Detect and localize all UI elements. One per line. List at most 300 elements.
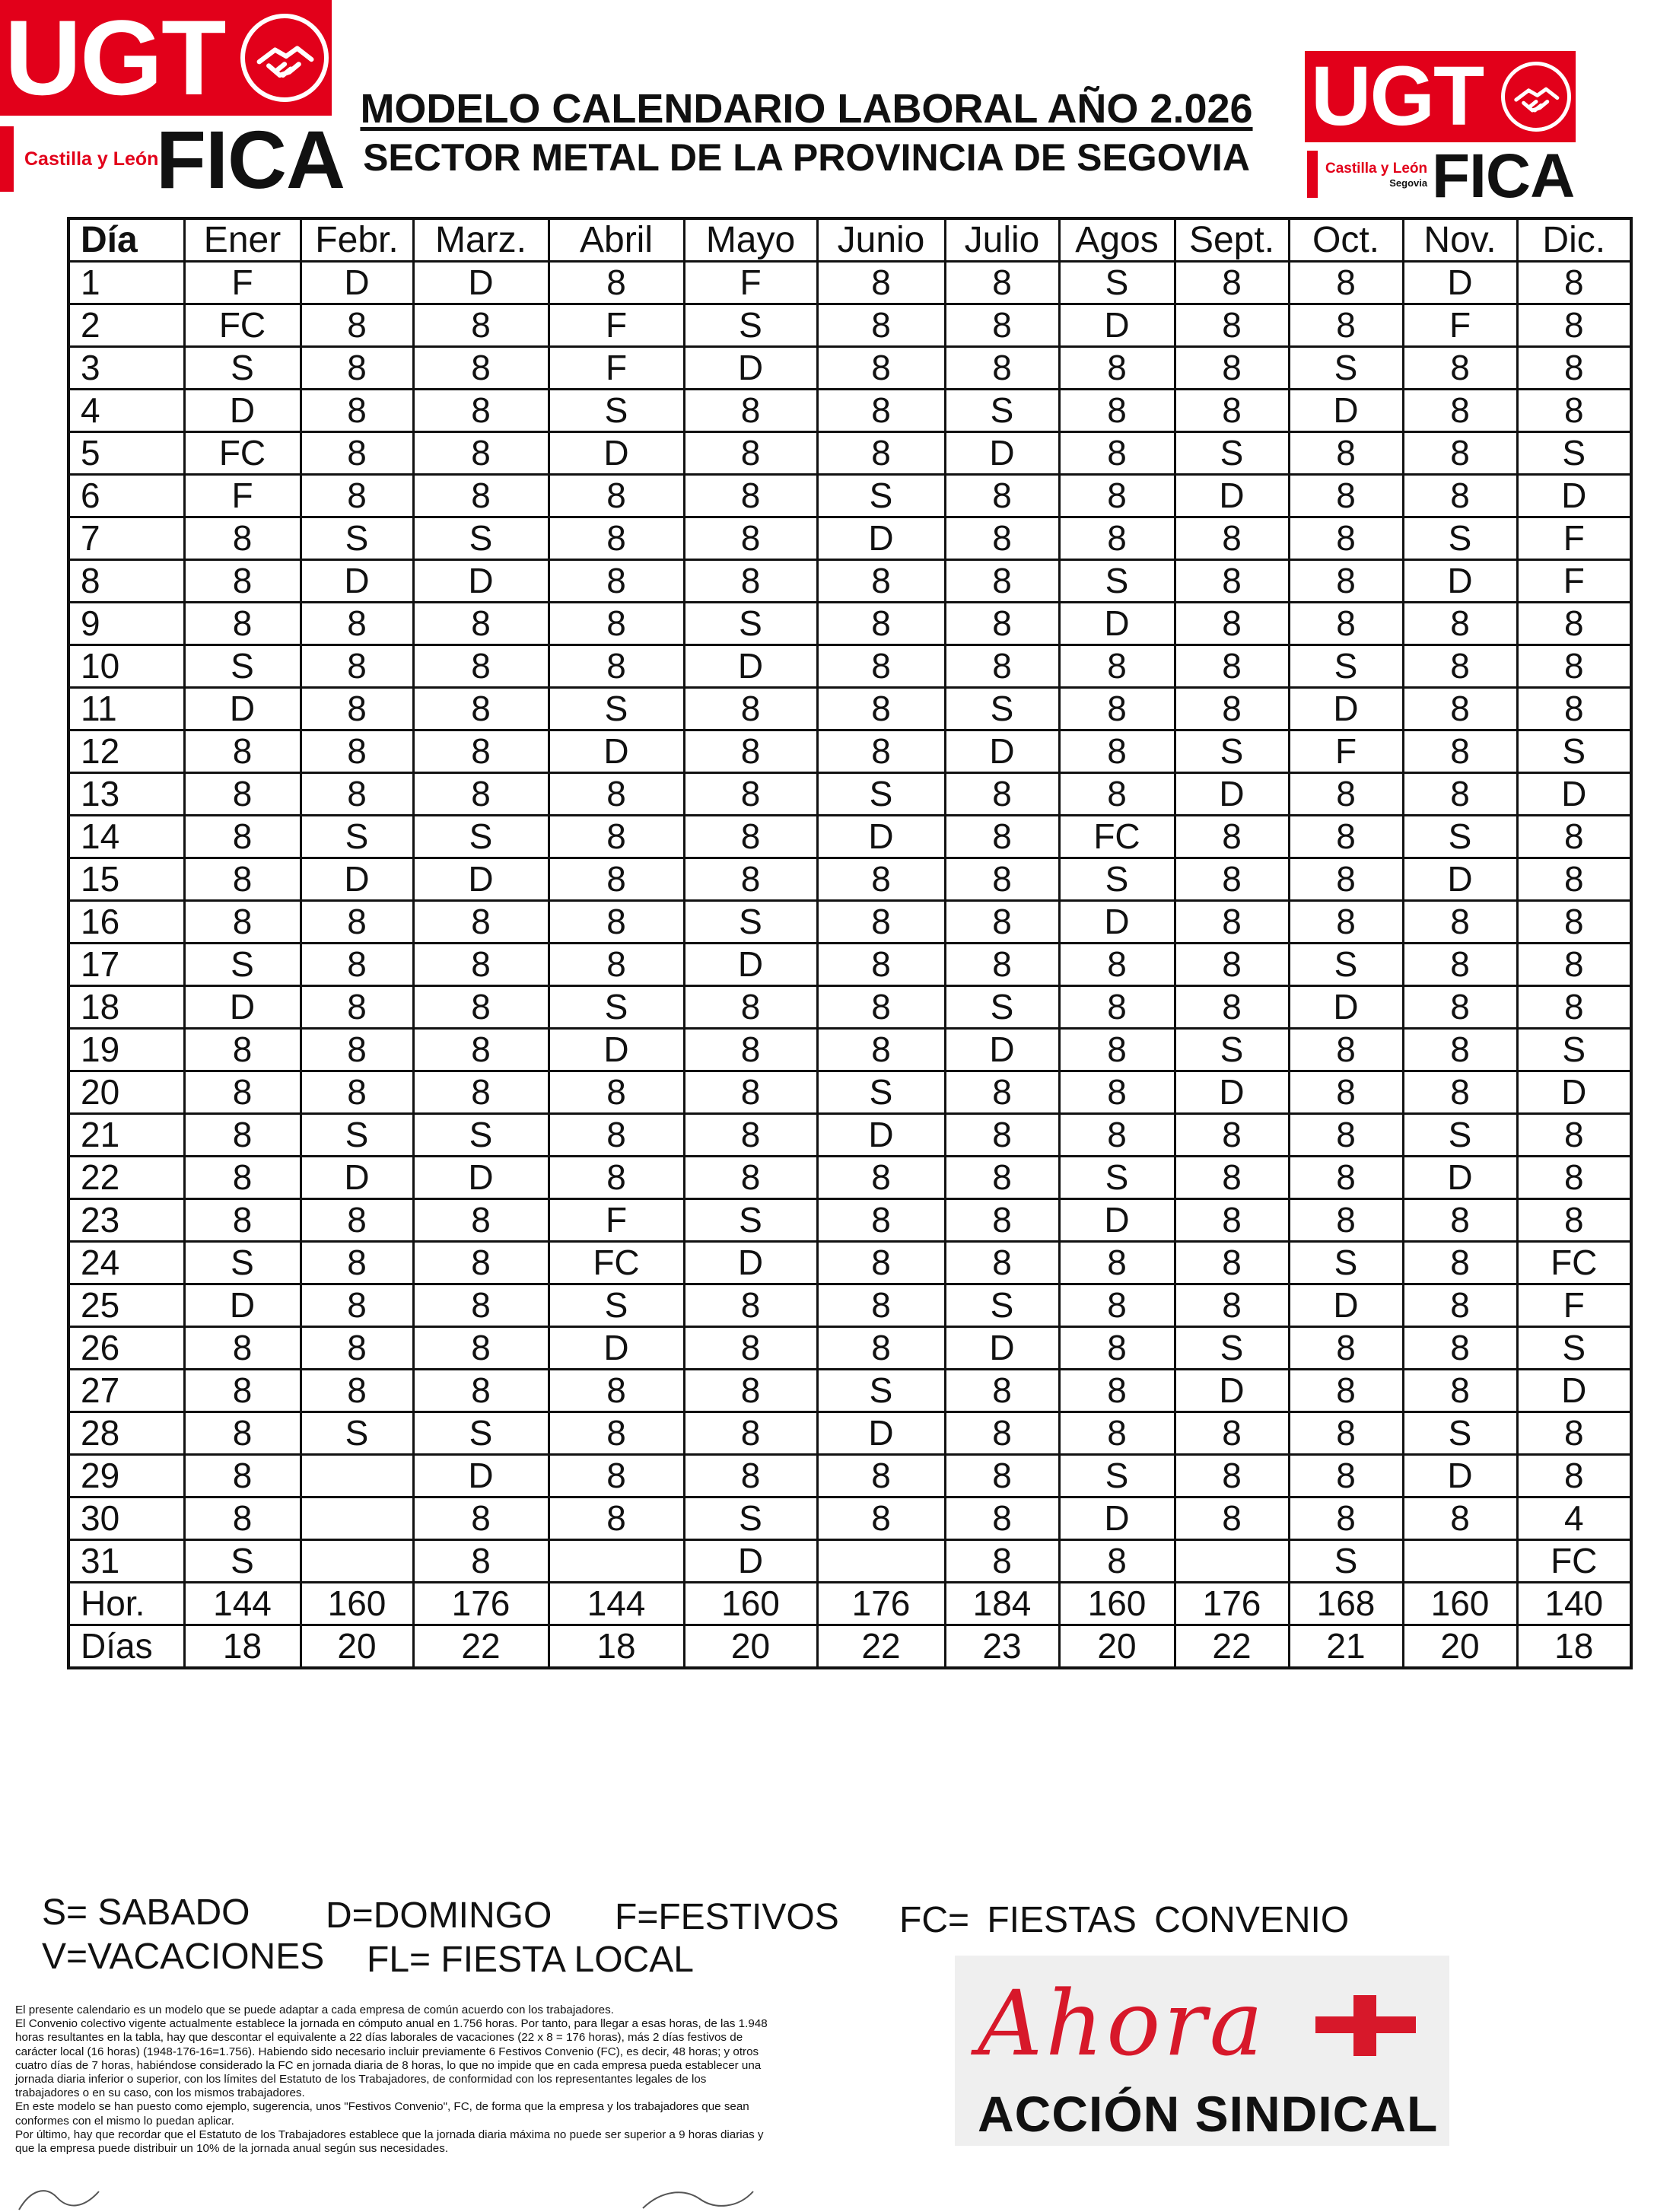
day-value-cell: D xyxy=(1059,901,1175,944)
day-value-cell: 8 xyxy=(1059,730,1175,773)
day-value-cell: D xyxy=(945,730,1059,773)
day-value-cell: 8 xyxy=(1289,858,1403,901)
day-value-cell: FC xyxy=(184,432,301,475)
day-value-cell: 8 xyxy=(1517,347,1631,390)
day-value-cell: D xyxy=(549,1029,684,1071)
fica-logo-left: FICA xyxy=(156,113,345,205)
day-value-cell: 8 xyxy=(301,986,413,1029)
day-value-cell: 8 xyxy=(1059,688,1175,730)
day-value-cell: 8 xyxy=(817,390,945,432)
day-value-cell: S xyxy=(184,347,301,390)
day-value-cell: 8 xyxy=(1059,1029,1175,1071)
day-number-cell: 14 xyxy=(68,816,184,858)
day-value-cell: 8 xyxy=(945,1242,1059,1284)
day-value-cell: 8 xyxy=(945,901,1059,944)
day-value-cell: D xyxy=(817,816,945,858)
day-value-cell: D xyxy=(301,262,413,304)
day-value-cell: S xyxy=(1289,1540,1403,1583)
day-value-cell: FC xyxy=(184,304,301,347)
day-number-cell: 18 xyxy=(68,986,184,1029)
month-header: Agos xyxy=(1059,218,1175,262)
day-value-cell: 8 xyxy=(1517,1114,1631,1157)
table-row xyxy=(68,347,1631,390)
day-value-cell: 8 xyxy=(817,1327,945,1370)
day-value-cell: 8 xyxy=(817,603,945,645)
day-value-cell xyxy=(817,1540,945,1583)
day-value-cell: 8 xyxy=(1517,688,1631,730)
days-cell: 21 xyxy=(1289,1625,1403,1669)
day-value-cell: 8 xyxy=(413,304,549,347)
castilla-leon-flag-icon-right xyxy=(1307,151,1318,198)
table-row xyxy=(68,603,1631,645)
day-value-cell: 8 xyxy=(549,475,684,517)
day-value-cell: 8 xyxy=(817,688,945,730)
day-value-cell: 8 xyxy=(684,1071,817,1114)
day-value-cell: 8 xyxy=(945,1114,1059,1157)
day-value-cell: D xyxy=(184,688,301,730)
month-header: Junio xyxy=(817,218,945,262)
day-value-cell: D xyxy=(1059,1199,1175,1242)
day-value-cell: 8 xyxy=(1517,944,1631,986)
day-number-cell: 3 xyxy=(68,347,184,390)
day-value-cell: 8 xyxy=(549,517,684,560)
table-row xyxy=(68,1071,1631,1114)
day-value-cell: 8 xyxy=(549,858,684,901)
day-value-cell: D xyxy=(1175,1370,1289,1412)
day-value-cell: 8 xyxy=(1175,347,1289,390)
day-value-cell: 8 xyxy=(184,816,301,858)
day-value-cell: 8 xyxy=(184,1071,301,1114)
day-value-cell: 8 xyxy=(1289,1071,1403,1114)
day-value-cell: D xyxy=(413,1455,549,1497)
day-value-cell: 8 xyxy=(549,816,684,858)
day-value-cell: 8 xyxy=(945,517,1059,560)
day-value-cell: D xyxy=(301,560,413,603)
day-value-cell: D xyxy=(817,1412,945,1455)
hours-cell: 140 xyxy=(1517,1583,1631,1625)
day-value-cell: 8 xyxy=(413,730,549,773)
month-header: Mayo xyxy=(684,218,817,262)
day-value-cell: S xyxy=(301,1114,413,1157)
day-value-cell: S xyxy=(817,1370,945,1412)
day-value-cell: 8 xyxy=(817,1157,945,1199)
table-row xyxy=(68,901,1631,944)
table-row xyxy=(68,1370,1631,1412)
day-number-cell: 4 xyxy=(68,390,184,432)
day-value-cell: S xyxy=(549,390,684,432)
ugt-logo-left xyxy=(0,0,332,116)
day-value-cell: S xyxy=(684,1199,817,1242)
day-value-cell: 8 xyxy=(1403,730,1517,773)
note-paragraph: En este modelo se han puesto como ejemplo, sugerencia, unos "Festivos Convenio", FC, de forma que la empresa y los trabajadores que sean conformes con el mismo lo puedan aplicar. xyxy=(15,2100,749,2128)
day-value-cell: 8 xyxy=(945,1497,1059,1540)
day-value-cell: D xyxy=(945,1029,1059,1071)
day-value-cell: S xyxy=(1175,730,1289,773)
day-value-cell: 8 xyxy=(1175,1114,1289,1157)
day-value-cell: 8 xyxy=(1289,1114,1403,1157)
day-value-cell: D xyxy=(945,432,1059,475)
day-value-cell: 8 xyxy=(1289,1327,1403,1370)
day-value-cell: 8 xyxy=(413,1199,549,1242)
day-value-cell: 8 xyxy=(1175,1455,1289,1497)
days-label: Días xyxy=(68,1625,184,1669)
day-value-cell: D xyxy=(1175,475,1289,517)
day-value-cell: 8 xyxy=(945,304,1059,347)
day-value-cell: 8 xyxy=(1059,1412,1175,1455)
day-value-cell: D xyxy=(1403,262,1517,304)
day-value-cell: D xyxy=(1059,304,1175,347)
day-value-cell: 8 xyxy=(945,1199,1059,1242)
legend-domingo: D=DOMINGO xyxy=(326,1895,552,1936)
day-value-cell: 8 xyxy=(684,517,817,560)
day-value-cell: D xyxy=(1289,1284,1403,1327)
day-value-cell: D xyxy=(413,858,549,901)
day-value-cell: 8 xyxy=(817,304,945,347)
day-value-cell: 8 xyxy=(413,901,549,944)
day-value-cell: 8 xyxy=(1403,1071,1517,1114)
day-value-cell: S xyxy=(1059,262,1175,304)
day-value-cell: 8 xyxy=(413,1284,549,1327)
days-cell: 18 xyxy=(184,1625,301,1669)
day-value-cell: 8 xyxy=(945,816,1059,858)
day-value-cell: 8 xyxy=(1403,475,1517,517)
day-value-cell: S xyxy=(684,901,817,944)
day-value-cell: 8 xyxy=(1059,944,1175,986)
day-value-cell xyxy=(1403,1540,1517,1583)
day-value-cell: 8 xyxy=(1059,1071,1175,1114)
day-value-cell: FC xyxy=(1517,1540,1631,1583)
region-label-right: Castilla y León xyxy=(1325,160,1428,177)
day-value-cell: 8 xyxy=(1059,1242,1175,1284)
hours-cell: 160 xyxy=(1059,1583,1175,1625)
day-value-cell: 8 xyxy=(1059,432,1175,475)
day-value-cell: 8 xyxy=(1175,901,1289,944)
day-value-cell: 8 xyxy=(184,603,301,645)
day-value-cell: 8 xyxy=(817,730,945,773)
day-value-cell: 8 xyxy=(1175,304,1289,347)
table-row xyxy=(68,986,1631,1029)
day-value-cell: 8 xyxy=(1289,1157,1403,1199)
day-value-cell: 8 xyxy=(1289,1455,1403,1497)
day-number-cell: 7 xyxy=(68,517,184,560)
day-value-cell: 8 xyxy=(413,645,549,688)
day-value-cell: 8 xyxy=(1403,1497,1517,1540)
day-value-cell: 8 xyxy=(301,603,413,645)
signature-scribble xyxy=(15,2182,183,2211)
table-row xyxy=(68,816,1631,858)
day-value-cell: 8 xyxy=(945,944,1059,986)
day-value-cell: 8 xyxy=(1175,816,1289,858)
day-value-cell: S xyxy=(1059,560,1175,603)
day-value-cell: S xyxy=(1517,432,1631,475)
day-value-cell: 8 xyxy=(1175,517,1289,560)
day-value-cell: S xyxy=(549,986,684,1029)
day-value-cell: 8 xyxy=(301,1071,413,1114)
day-value-cell: 8 xyxy=(184,1455,301,1497)
accion-sindical-logo xyxy=(955,1956,1449,2146)
day-value-cell: 8 xyxy=(301,944,413,986)
day-value-cell: 8 xyxy=(684,390,817,432)
day-value-cell: 8 xyxy=(184,1114,301,1157)
day-value-cell: 8 xyxy=(1175,1497,1289,1540)
hours-cell: 160 xyxy=(301,1583,413,1625)
day-value-cell: 8 xyxy=(1289,1029,1403,1071)
day-value-cell: S xyxy=(945,986,1059,1029)
day-value-cell: 8 xyxy=(1403,688,1517,730)
day-value-cell: F xyxy=(1403,304,1517,347)
day-number-cell: 5 xyxy=(68,432,184,475)
day-value-cell: 8 xyxy=(945,1071,1059,1114)
hours-label: Hor. xyxy=(68,1583,184,1625)
day-value-cell: 8 xyxy=(1175,603,1289,645)
day-number-cell: 6 xyxy=(68,475,184,517)
day-value-cell: D xyxy=(1517,475,1631,517)
table-row xyxy=(68,432,1631,475)
title-line-2: SECTOR METAL DE LA PROVINCIA DE SEGOVIA xyxy=(363,136,1250,179)
day-value-cell: FC xyxy=(1517,1242,1631,1284)
day-value-cell: 8 xyxy=(1289,1412,1403,1455)
day-value-cell: 8 xyxy=(301,645,413,688)
day-value-cell: F xyxy=(1289,730,1403,773)
day-value-cell: 8 xyxy=(413,1497,549,1540)
day-value-cell: 8 xyxy=(1403,347,1517,390)
day-value-cell: S xyxy=(1403,1412,1517,1455)
day-value-cell: D xyxy=(684,347,817,390)
handshake-icon-right xyxy=(1501,62,1571,132)
day-value-cell: D xyxy=(1289,986,1403,1029)
day-value-cell: 8 xyxy=(1289,816,1403,858)
day-value-cell: 8 xyxy=(301,1029,413,1071)
day-value-cell: 8 xyxy=(549,901,684,944)
day-value-cell: 8 xyxy=(817,262,945,304)
day-value-cell: 8 xyxy=(1175,688,1289,730)
day-value-cell: 8 xyxy=(413,944,549,986)
day-value-cell: F xyxy=(684,262,817,304)
day-value-cell: 8 xyxy=(684,986,817,1029)
day-value-cell: 8 xyxy=(1289,603,1403,645)
day-number-cell: 15 xyxy=(68,858,184,901)
accion-sindical-text: ACCIÓN SINDICAL xyxy=(978,2086,1439,2142)
day-value-cell: F xyxy=(1517,1284,1631,1327)
day-value-cell: 8 xyxy=(413,432,549,475)
day-value-cell: 8 xyxy=(817,1029,945,1071)
day-value-cell: 8 xyxy=(684,1157,817,1199)
explanatory-notes xyxy=(15,2004,768,2156)
day-number-cell: 13 xyxy=(68,773,184,816)
day-value-cell: 8 xyxy=(549,1071,684,1114)
note-paragraph: El presente calendario es un modelo que se puede adaptar a cada empresa de común acuerdo con los trabajadores. xyxy=(15,2004,614,2016)
day-value-cell: 8 xyxy=(301,304,413,347)
table-row xyxy=(68,304,1631,347)
day-value-cell: D xyxy=(1517,1370,1631,1412)
day-value-cell: S xyxy=(413,517,549,560)
day-value-cell: S xyxy=(945,390,1059,432)
day-number-cell: 9 xyxy=(68,603,184,645)
day-value-cell: S xyxy=(1175,1327,1289,1370)
day-value-cell: 8 xyxy=(1403,1199,1517,1242)
day-value-cell: 8 xyxy=(817,1284,945,1327)
day-value-cell: 8 xyxy=(1403,1242,1517,1284)
day-value-cell: 8 xyxy=(549,603,684,645)
day-value-cell: 8 xyxy=(301,347,413,390)
day-value-cell: 8 xyxy=(945,262,1059,304)
table-row xyxy=(68,1412,1631,1455)
day-value-cell: 8 xyxy=(684,560,817,603)
day-value-cell: 8 xyxy=(301,688,413,730)
day-value-cell: S xyxy=(1517,1029,1631,1071)
day-value-cell xyxy=(549,1540,684,1583)
day-value-cell: D xyxy=(1403,1455,1517,1497)
day-value-cell: S xyxy=(1289,1242,1403,1284)
day-value-cell: 8 xyxy=(184,560,301,603)
day-value-cell: 8 xyxy=(1059,1327,1175,1370)
day-value-cell: 8 xyxy=(1059,1540,1175,1583)
day-value-cell: 8 xyxy=(817,645,945,688)
day-value-cell: 8 xyxy=(945,603,1059,645)
table-row xyxy=(68,730,1631,773)
day-value-cell: S xyxy=(301,517,413,560)
day-value-cell: 8 xyxy=(184,1157,301,1199)
day-value-cell: 8 xyxy=(549,645,684,688)
day-value-cell: 8 xyxy=(1289,517,1403,560)
day-value-cell: D xyxy=(184,390,301,432)
hours-cell: 160 xyxy=(684,1583,817,1625)
day-value-cell: 8 xyxy=(684,730,817,773)
day-value-cell: 8 xyxy=(945,475,1059,517)
day-value-cell: 8 xyxy=(945,1157,1059,1199)
day-value-cell: S xyxy=(1175,1029,1289,1071)
day-value-cell: S xyxy=(945,1284,1059,1327)
day-value-cell: 8 xyxy=(684,816,817,858)
day-value-cell: S xyxy=(184,944,301,986)
days-cell: 18 xyxy=(549,1625,684,1669)
day-value-cell: 8 xyxy=(413,1242,549,1284)
day-value-cell: 8 xyxy=(301,730,413,773)
month-header: Oct. xyxy=(1289,218,1403,262)
day-value-cell: 8 xyxy=(1289,1199,1403,1242)
day-value-cell: S xyxy=(184,1540,301,1583)
day-value-cell: D xyxy=(684,1242,817,1284)
day-value-cell: 8 xyxy=(301,475,413,517)
day-value-cell: 8 xyxy=(1059,773,1175,816)
day-value-cell: D xyxy=(413,1157,549,1199)
day-value-cell: 8 xyxy=(945,773,1059,816)
day-value-cell: 8 xyxy=(301,773,413,816)
day-value-cell: FC xyxy=(1059,816,1175,858)
days-cell: 22 xyxy=(413,1625,549,1669)
day-value-cell: 8 xyxy=(1175,262,1289,304)
day-value-cell: 8 xyxy=(413,1327,549,1370)
table-row xyxy=(68,645,1631,688)
ugt-logo-text-right: UGT xyxy=(1311,49,1484,143)
hours-cell: 176 xyxy=(817,1583,945,1625)
day-value-cell: D xyxy=(945,1327,1059,1370)
day-value-cell: D xyxy=(301,1157,413,1199)
day-value-cell: 8 xyxy=(684,1327,817,1370)
plus-icon xyxy=(1312,1995,1419,2056)
day-value-cell: 8 xyxy=(1059,1114,1175,1157)
day-value-cell: 8 xyxy=(945,1455,1059,1497)
day-value-cell: 8 xyxy=(549,1157,684,1199)
calendar-body xyxy=(68,262,1631,1583)
day-value-cell: 8 xyxy=(301,390,413,432)
day-value-cell: S xyxy=(684,603,817,645)
day-value-cell: 8 xyxy=(1517,603,1631,645)
day-value-cell: 8 xyxy=(817,986,945,1029)
day-column-header: Día xyxy=(68,218,184,262)
day-value-cell: 8 xyxy=(1517,1199,1631,1242)
hours-cell: 160 xyxy=(1403,1583,1517,1625)
day-value-cell xyxy=(301,1540,413,1583)
signature-scribble xyxy=(639,2185,761,2211)
hours-cell: 184 xyxy=(945,1583,1059,1625)
region-mark-left xyxy=(0,126,158,192)
days-cell: 18 xyxy=(1517,1625,1631,1669)
day-value-cell: S xyxy=(817,475,945,517)
day-value-cell: 8 xyxy=(945,560,1059,603)
day-value-cell: 8 xyxy=(1517,262,1631,304)
day-value-cell: 8 xyxy=(301,432,413,475)
day-value-cell: 8 xyxy=(549,1114,684,1157)
day-value-cell: D xyxy=(184,986,301,1029)
day-value-cell: 8 xyxy=(1059,986,1175,1029)
day-value-cell: 8 xyxy=(184,1029,301,1071)
day-value-cell: S xyxy=(1403,517,1517,560)
day-value-cell: S xyxy=(413,1412,549,1455)
day-value-cell: 8 xyxy=(549,262,684,304)
day-value-cell: S xyxy=(817,773,945,816)
day-value-cell: S xyxy=(1517,730,1631,773)
month-header: Marz. xyxy=(413,218,549,262)
day-number-cell: 17 xyxy=(68,944,184,986)
day-value-cell: 8 xyxy=(549,1412,684,1455)
day-value-cell: D xyxy=(1289,390,1403,432)
day-value-cell: 8 xyxy=(301,1242,413,1284)
day-number-cell: 8 xyxy=(68,560,184,603)
day-value-cell: 8 xyxy=(413,1540,549,1583)
day-value-cell: S xyxy=(549,1284,684,1327)
day-value-cell: 8 xyxy=(301,1370,413,1412)
day-value-cell: 8 xyxy=(184,1412,301,1455)
legend-sabado: S= SABADO xyxy=(42,1892,250,1933)
day-value-cell: S xyxy=(301,816,413,858)
day-value-cell: 8 xyxy=(1403,603,1517,645)
region-label-left: Castilla y León xyxy=(24,148,159,170)
day-value-cell: 8 xyxy=(1403,1029,1517,1071)
day-value-cell: 8 xyxy=(1175,1199,1289,1242)
day-value-cell: 8 xyxy=(1289,1370,1403,1412)
day-value-cell: 8 xyxy=(684,1029,817,1071)
day-value-cell: 8 xyxy=(1403,986,1517,1029)
day-value-cell: 8 xyxy=(817,901,945,944)
day-value-cell: 8 xyxy=(817,432,945,475)
day-value-cell: D xyxy=(1403,560,1517,603)
day-value-cell: F xyxy=(184,262,301,304)
note-paragraph: Por último, hay que recordar que el Estatuto de los Trabajadores establece que la jornada diaria máxima no puede ser superior a 9 horas diarias y que la empresa puede distribuir un 10% de la jornada anual según sus necesidades. xyxy=(15,2128,764,2156)
day-value-cell: 8 xyxy=(1175,1242,1289,1284)
table-row xyxy=(68,1157,1631,1199)
legend-fiestas-convenio: FC= FIESTAS CONVENIO xyxy=(899,1900,1350,1940)
day-value-cell: 8 xyxy=(184,901,301,944)
day-value-cell: 8 xyxy=(413,390,549,432)
day-value-cell: 8 xyxy=(549,1370,684,1412)
day-value-cell: 8 xyxy=(817,858,945,901)
day-value-cell: F xyxy=(184,475,301,517)
day-value-cell: 8 xyxy=(1059,645,1175,688)
day-value-cell: S xyxy=(413,1114,549,1157)
day-value-cell: F xyxy=(549,1199,684,1242)
day-value-cell: D xyxy=(684,1540,817,1583)
